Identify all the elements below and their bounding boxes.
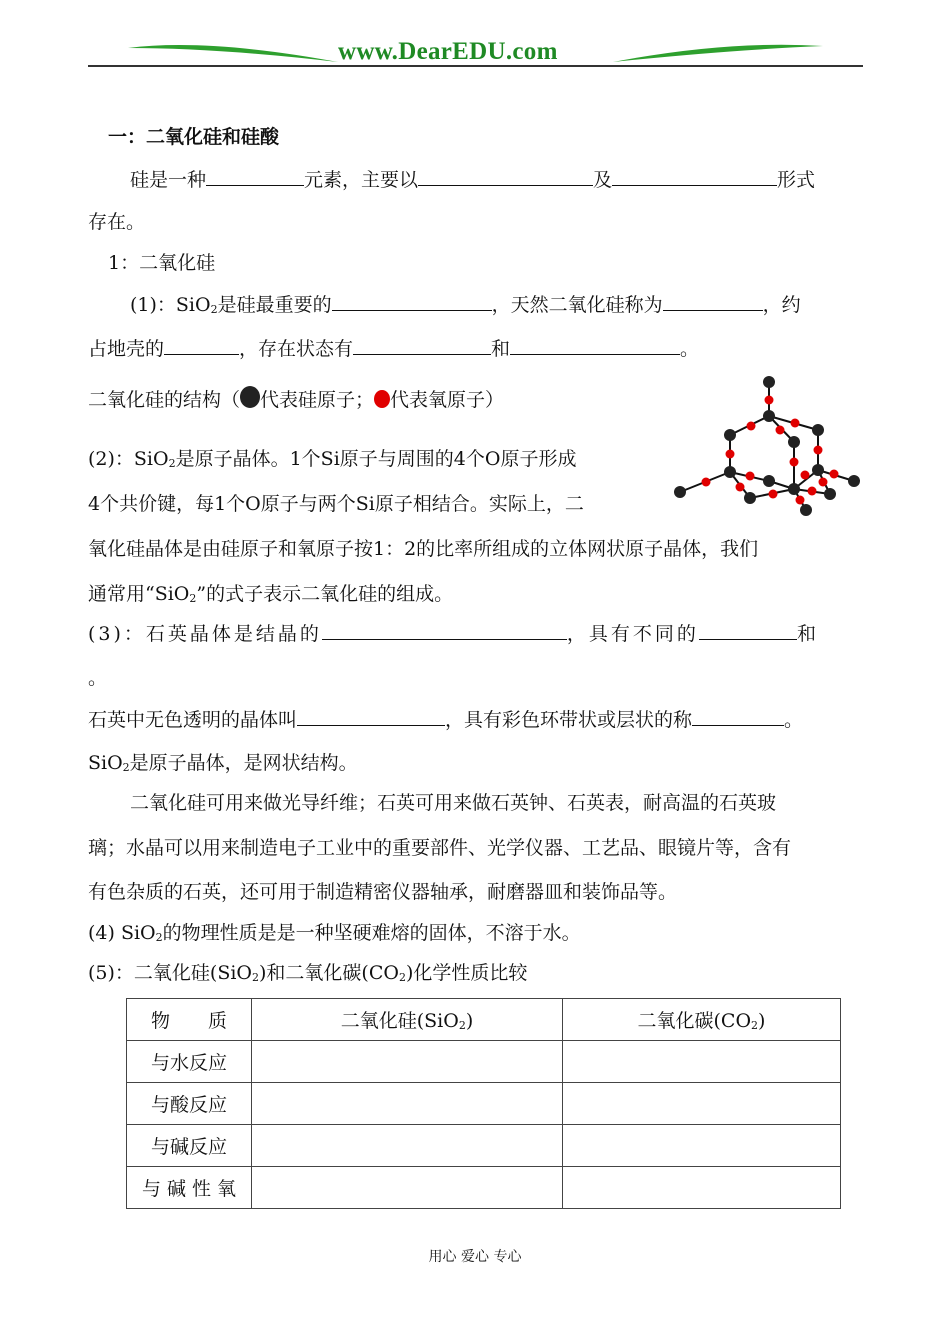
blank-field[interactable]	[699, 621, 797, 640]
row-label: 与酸反应	[127, 1083, 252, 1125]
blank-field[interactable]	[297, 707, 445, 726]
blank-field[interactable]	[332, 292, 492, 311]
item4-line: (4) SiO$_2$的物理性质是是一种坚硬难熔的固体，不溶于水。	[88, 922, 581, 944]
uses-line-1: 二氧化硅可用来做光导纤维；石英可用来做石英钟、石英表，耐高温的石英玻	[130, 792, 777, 814]
header-divider	[88, 65, 863, 67]
oxygen-atom-icon	[374, 390, 390, 408]
item3-line-4: SiO$_2$是原子晶体，是网状结构。	[88, 752, 358, 774]
table-row	[127, 1125, 841, 1167]
cell-co2[interactable]	[563, 1167, 841, 1209]
sio2-crystal-structure-diagram	[668, 372, 868, 522]
cell-co2[interactable]	[563, 1083, 841, 1125]
cell-sio2[interactable]	[252, 1125, 563, 1167]
item3-line-2: 。	[88, 667, 108, 689]
header-substance: 物 质	[127, 999, 252, 1041]
table-row	[127, 1083, 841, 1125]
uses-line-2: 璃；水晶可以用来制造电子工业中的重要部件、光学仪器、工艺品、眼镜片等，含有	[88, 837, 792, 859]
row-label: 与碱反应	[127, 1125, 252, 1167]
uses-line-3: 有色杂质的石英，还可用于制造精密仪器轴承，耐磨器皿和装饰品等。	[88, 881, 678, 903]
header-co2: 二氧化碳$(CO_2)$	[563, 999, 841, 1041]
structure-legend: 二氧化硅的结构（ 代表硅原子； 代表氧原子）	[88, 386, 504, 412]
blank-field[interactable]	[353, 336, 491, 355]
blank-field[interactable]	[612, 167, 777, 186]
table-header-row	[127, 999, 841, 1041]
property-comparison-table	[126, 998, 841, 1209]
row-label: 与水反应	[127, 1041, 252, 1083]
item3-line-1: (3)：石英晶体是结晶的 ，具有不同的 和	[88, 623, 816, 645]
item2-line-2: 4个共价键，每1个O原子与两个Si原子相结合。实际上，二	[88, 493, 584, 515]
blank-field[interactable]	[663, 292, 763, 311]
table-row	[127, 1041, 841, 1083]
blank-field[interactable]	[322, 621, 567, 640]
cell-sio2[interactable]	[252, 1167, 563, 1209]
blank-field[interactable]	[164, 336, 239, 355]
blank-field[interactable]	[692, 707, 784, 726]
blank-field[interactable]	[418, 167, 593, 186]
silicon-atom-icon	[240, 386, 260, 408]
item3-line-3: 石英中无色透明的晶体叫 ，具有彩色环带状或层状的称 。	[88, 709, 804, 731]
section-title: 一：二氧化硅和硅酸	[108, 126, 280, 148]
cell-co2[interactable]	[563, 1125, 841, 1167]
cell-sio2[interactable]	[252, 1083, 563, 1125]
subsection-title-sio2: 1：二氧化硅	[108, 252, 216, 274]
intro-line-1: 硅是一种 元素，主要以 及 形式	[130, 169, 816, 191]
site-logo-text: www.DearEDU.com	[338, 38, 558, 65]
header-sio2: 二氧化硅(SiO$_2$)	[252, 999, 563, 1041]
page-footer: 用心 爱心 专心	[428, 1249, 522, 1265]
item2-line-4: 通常用“SiO$_2$”的式子表示二氧化硅的组成。	[88, 583, 454, 605]
blank-field[interactable]	[510, 336, 680, 355]
item2-line-1: (2)：SiO$_2$是原子晶体。1个Si原子与周围的4个O原子形成	[88, 448, 577, 470]
item1-line-1: (1)：SiO$_2$是硅最重要的 ，天然二氧化硅称为 ，约	[130, 294, 801, 316]
intro-line-2: 存在。	[88, 211, 146, 233]
table-row	[127, 1167, 841, 1209]
row-label: 与 碱 性 氧	[127, 1167, 252, 1209]
cell-co2[interactable]	[563, 1041, 841, 1083]
blank-field[interactable]	[206, 167, 304, 186]
item1-line-2: 占地壳的 ，存在状态有 和 。	[88, 338, 700, 360]
item2-line-3: 氧化硅晶体是由硅原子和氧原子按1：2的比率所组成的立体网状原子晶体，我们	[88, 538, 759, 560]
cell-sio2[interactable]	[252, 1041, 563, 1083]
item5-line: (5)：二氧化硅(SiO$_2$)和二氧化碳$(CO_2)$化学性质比较	[88, 962, 528, 984]
